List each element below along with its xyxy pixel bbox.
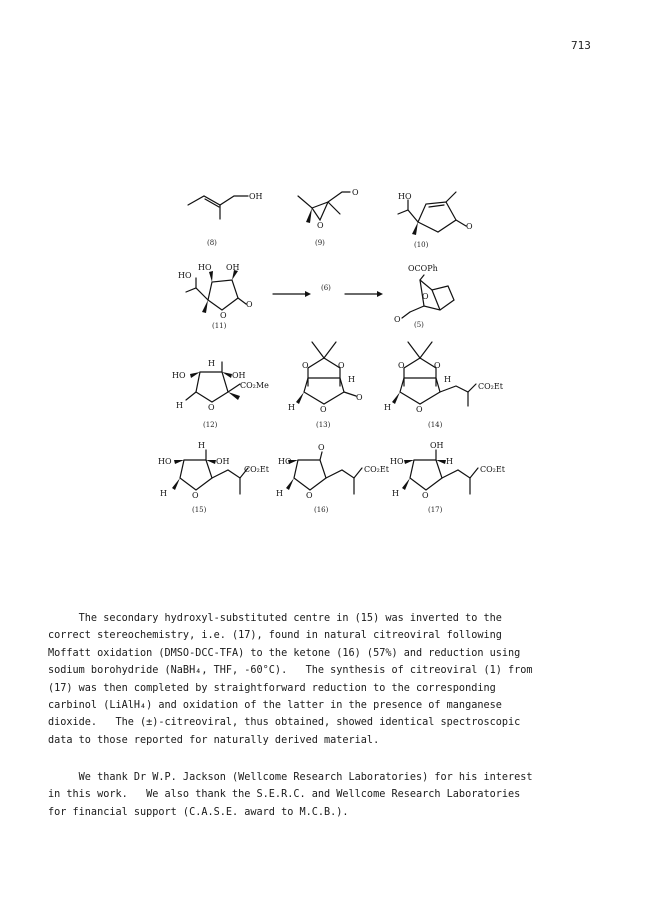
atom-label-h: H (444, 375, 451, 384)
atom-label-o: O (466, 222, 473, 231)
structure-12 (172, 359, 269, 412)
atom-label-h: H (392, 489, 399, 498)
atom-label-o: O (306, 491, 313, 500)
compound-label-8: (8) (207, 239, 217, 247)
text-line: data to those reported for naturally derived material. (48, 734, 380, 746)
atom-label-o: O (434, 361, 441, 370)
atom-label-co2me: CO₂Me (240, 381, 269, 390)
atom-label-oh: OH (232, 371, 246, 380)
atom-label-co2et: CO₂Et (478, 382, 503, 391)
compound-label-12: (12) (203, 421, 218, 429)
atom-label-o: O (208, 403, 215, 412)
compound-label-17: (17) (428, 506, 443, 514)
compound-label-11: (11) (212, 322, 227, 330)
atom-label-o: O (320, 405, 327, 414)
atom-label-o: O (394, 315, 401, 324)
atom-label-o: O (220, 311, 227, 320)
atom-label-o: O (352, 188, 359, 197)
structure-14 (384, 342, 504, 414)
atom-label-o: O (416, 405, 423, 414)
structure-13 (288, 342, 363, 414)
atom-label-co2et: CO₂Et (480, 465, 505, 474)
atom-label-h: H (446, 457, 453, 466)
atom-label-ho: HO (172, 371, 186, 380)
text-line: for financial support (C.A.S.E. award to M.C.B.). (48, 806, 349, 818)
compound-label-15: (15) (192, 506, 207, 514)
text-line: sodium borohydride (NaBH₄, THF, -60°C). The synthesis of citreoviral (1) from (48, 665, 533, 677)
structure-9 (298, 188, 359, 230)
structure-11 (178, 263, 253, 320)
atom-label-ho: HO (198, 263, 212, 272)
atom-label-oh: OH (430, 441, 444, 450)
atom-label-ocoph: OCOPh (408, 264, 438, 273)
atom-label-h: H (160, 489, 167, 498)
compound-label-6: (6) (321, 284, 331, 292)
atom-label-oh: OH (226, 263, 240, 272)
atom-label-oh: OH (216, 457, 230, 466)
atom-label-h: H (176, 401, 183, 410)
text-line: in this work. We also thank the S.E.R.C. and Wellcome Research Laboratories (48, 789, 521, 801)
text-line: dioxide. The (±)-citreoviral, thus obtained, showed identical spectroscopic (48, 717, 521, 729)
text-line: (17) was then completed by straightforward reduction to the corresponding (48, 682, 496, 694)
atom-label-h: H (276, 489, 283, 498)
structure-10 (398, 192, 473, 235)
text-line: Moffatt oxidation (DMSO-DCC-TFA) to the ketone (16) (57%) and reduction using (48, 647, 521, 659)
text-line: We thank Dr W.P. Jackson (Wellcome Research Laboratories) for his interest (48, 772, 533, 783)
atom-label-ho: HO (158, 457, 172, 466)
atom-label-ho: HO (178, 271, 192, 280)
atom-label-o: O (302, 361, 309, 370)
body-paragraph-synthesis (48, 610, 608, 749)
atom-label-oh: OH (249, 192, 263, 201)
atom-label-h: H (208, 359, 215, 368)
atom-label-o: O (317, 221, 324, 230)
atom-label-h: H (288, 403, 295, 412)
structure-8 (188, 192, 263, 219)
atom-label-ho: HO (390, 457, 404, 466)
compound-label-14: (14) (428, 421, 443, 429)
atom-label-ho: HO (398, 192, 412, 201)
structure-5 (394, 264, 454, 324)
atom-label-h: H (384, 403, 391, 412)
compound-label-13: (13) (316, 421, 331, 429)
atom-label-o: O (192, 491, 199, 500)
atom-label-co2et: CO₂Et (364, 465, 389, 474)
atom-label-o: O (398, 361, 405, 370)
page-number: 713 (571, 39, 591, 52)
structure-15 (158, 441, 270, 500)
acknowledgements-paragraph (48, 769, 608, 821)
text-line: The secondary hydroxyl-substituted centre in (15) was inverted to the (48, 613, 502, 624)
atom-label-o: O (318, 443, 325, 452)
atom-label-h: H (198, 441, 205, 450)
atom-label-h: H (348, 375, 355, 384)
structure-17 (390, 441, 506, 500)
compound-label-16: (16) (314, 506, 329, 514)
atom-label-o: O (422, 491, 429, 500)
compound-label-5: (5) (414, 321, 424, 329)
structure-16 (276, 443, 390, 500)
atom-label-o: O (338, 361, 345, 370)
text-line: correct stereochemistry, i.e. (17), found in natural citreoviral following (48, 630, 502, 642)
atom-label-o: O (246, 300, 253, 309)
atom-label-o: O (422, 292, 429, 301)
atom-label-ho: HO (278, 457, 292, 466)
text-line: carbinol (LiAlH₄) and oxidation of the latter in the presence of manganese (48, 700, 502, 712)
compound-label-9: (9) (315, 239, 325, 247)
atom-label-co2et: CO₂Et (244, 465, 269, 474)
compound-label-10: (10) (414, 241, 429, 249)
atom-label-o: O (356, 393, 363, 402)
